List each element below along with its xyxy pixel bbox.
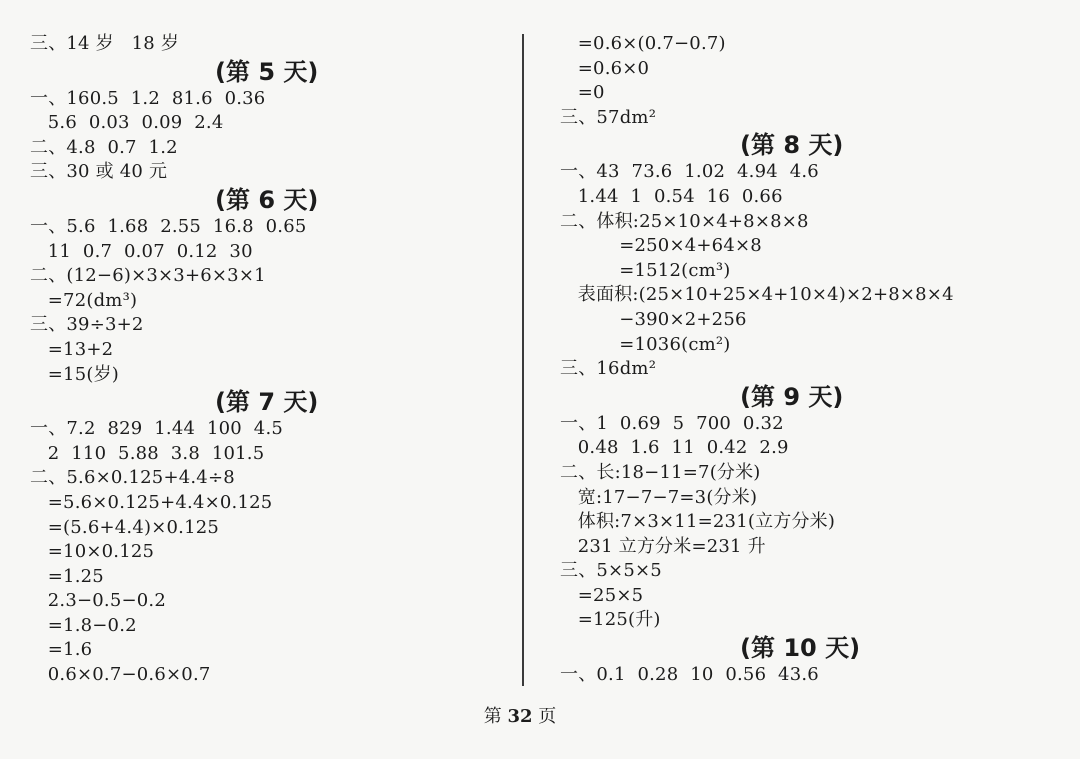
answer-line: =25×5 [560, 584, 644, 606]
answer-line: =0.6×(0.7−0.7) [560, 33, 726, 54]
answer-line: 二、体积:25×10×4+8×8×8 [560, 210, 809, 232]
answer-line: 体积:7×3×11=231(立方分米) [560, 511, 836, 533]
answer-line: 一、160.5 1.2 81.6 0.36 [30, 87, 266, 109]
answer-line: 一、5.6 1.68 2.55 16.8 0.65 [30, 215, 307, 237]
answer-line: 三、16dm² [560, 358, 657, 380]
answer-line: 0.48 1.6 11 0.42 2.9 [560, 437, 789, 459]
right-column [560, 32, 1060, 688]
answer-line: =1.25 [30, 565, 104, 587]
answer-line: 一、1 0.69 5 700 0.32 [560, 412, 784, 434]
answer-line: 三、30 或 40 元 [30, 161, 168, 183]
answer-line: 2.3−0.5−0.2 [30, 590, 167, 612]
day-heading: (第 8 天) [740, 131, 844, 160]
answer-line: 一、7.2 829 1.44 100 4.5 [30, 418, 284, 440]
answer-line: =1036(cm²) [560, 333, 731, 355]
answer-line: =1.8−0.2 [30, 614, 137, 636]
answer-line: =125(升) [560, 609, 661, 631]
answer-line: 三、39÷3+2 [30, 314, 144, 336]
answer-line: =0.6×0 [560, 57, 650, 79]
page-number-prefix: 第 [483, 706, 508, 727]
page-number-value: 32 [507, 706, 533, 727]
answer-line: 三、57dm² [560, 106, 657, 128]
answer-line: =10×0.125 [30, 541, 155, 563]
answer-line: =15(岁) [30, 363, 119, 385]
answer-line: 二、(12−6)×3×3+6×3×1 [30, 265, 266, 287]
answer-line: 1.44 1 0.54 16 0.66 [560, 185, 783, 207]
column-divider [522, 34, 524, 686]
answer-line: 一、43 73.6 1.02 4.94 4.6 [560, 161, 819, 183]
answer-line: =1.6 [30, 639, 93, 661]
answer-line: 二、5.6×0.125+4.4÷8 [30, 467, 235, 489]
page-number [0, 702, 1040, 728]
day-heading: (第 7 天) [215, 388, 319, 417]
answer-line: 一、0.1 0.28 10 0.56 43.6 [560, 664, 819, 686]
day-heading: (第 9 天) [740, 382, 844, 411]
answer-line: 二、4.8 0.7 1.2 [30, 136, 178, 158]
answer-line: 表面积:(25×10+25×4+10×4)×2+8×8×4 [560, 284, 954, 306]
day-heading: (第 10 天) [740, 634, 861, 663]
answer-line: −390×2+256 [560, 308, 747, 330]
day-heading: (第 6 天) [215, 185, 319, 214]
answer-line: 2 110 5.88 3.8 101.5 [30, 442, 265, 464]
answer-line: 二、长:18−11=7(分米) [560, 461, 761, 483]
answer-line: 11 0.7 0.07 0.12 30 [30, 240, 253, 262]
answer-line: =5.6×0.125+4.4×0.125 [30, 491, 273, 513]
left-column [30, 32, 500, 688]
answer-line: =0 [560, 82, 605, 104]
page-number-suffix: 页 [532, 706, 557, 727]
answer-line: =72(dm³) [30, 289, 138, 311]
answer-line: 三、14 岁 18 岁 [30, 33, 180, 54]
day-heading: (第 5 天) [215, 57, 319, 86]
answer-line: 5.6 0.03 0.09 2.4 [30, 112, 224, 134]
answer-line: 宽:17−7−7=3(分米) [560, 486, 758, 508]
answer-line: 三、5×5×5 [560, 560, 662, 582]
answer-line: 0.6×0.7−0.6×0.7 [30, 664, 211, 686]
answer-line: =1512(cm³) [560, 259, 731, 281]
answer-line: =(5.6+4.4)×0.125 [30, 516, 220, 538]
answer-line: =250×4+64×8 [560, 235, 762, 257]
answer-line: 231 立方分米=231 升 [560, 535, 766, 557]
answer-line: =13+2 [30, 338, 114, 360]
